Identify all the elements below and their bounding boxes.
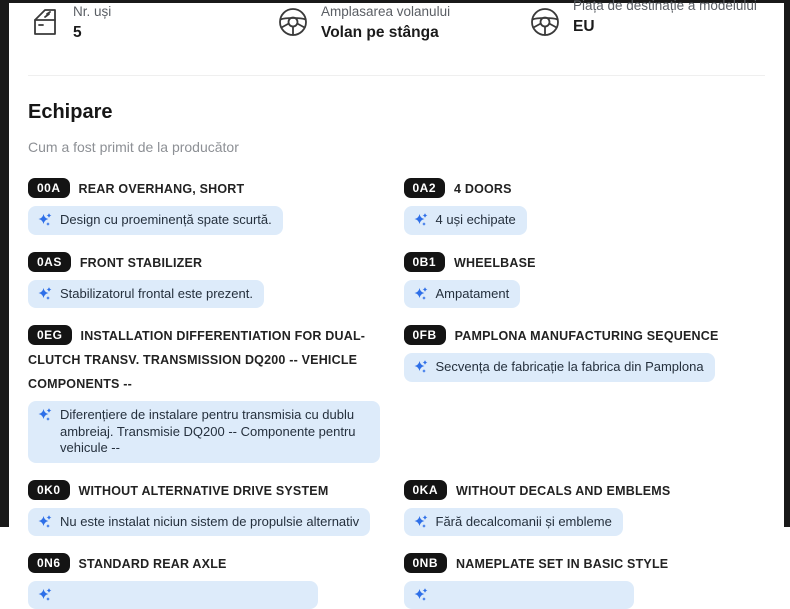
equipment-description: Diferențiere de instalare pentru transmisia cu dublu ambreiaj. Transmisie DQ200 -- Componente pentru vehicule -- — [60, 407, 356, 455]
equipment-item — [404, 251, 766, 309]
sparkles-icon — [413, 212, 429, 228]
sparkles-icon — [413, 286, 429, 302]
equipment-title: PAMPLONA MANUFACTURING SEQUENCE — [454, 329, 719, 343]
ai-translation-chip — [28, 581, 318, 609]
stat-doors-value: 5 — [73, 24, 82, 41]
steering-wheel-icon — [528, 5, 562, 39]
left-frame-bar — [0, 0, 9, 527]
equipment-item — [28, 251, 390, 309]
equipment-item — [404, 324, 766, 382]
stat-steering-label: Amplasarea volanului — [321, 4, 451, 19]
ai-translation-chip — [28, 401, 380, 463]
stat-steering-position — [276, 3, 528, 42]
sparkles-icon — [37, 212, 53, 228]
ai-translation-chip — [28, 508, 370, 537]
equipment-title: WITHOUT ALTERNATIVE DRIVE SYSTEM — [78, 483, 329, 498]
section-subtitle: Cum a fost primit de la producător — [28, 139, 239, 155]
sparkles-icon — [37, 514, 53, 530]
equipment-title: INSTALLATION DIFFERENTIATION FOR DUAL-CLUTCH TRANSV. TRANSMISSION DQ200 -- VEHICLE COMPONENTS -- — [28, 329, 366, 391]
equipment-code-badge: 0KA — [404, 480, 448, 500]
equipment-code-badge: 0N6 — [28, 553, 70, 573]
equipment-code-badge: 0EG — [28, 325, 72, 345]
report-content — [9, 0, 784, 571]
vehicle-stats-row — [28, 0, 765, 59]
equipment-description: Ampatament — [435, 285, 510, 301]
equipment-title: STANDARD REAR AXLE — [78, 557, 227, 571]
equipment-item — [404, 479, 766, 537]
equipment-description: Nu este instalat niciun sistem de propulsie alternativ — [60, 513, 360, 529]
sparkles-icon — [413, 587, 429, 603]
sparkles-icon — [37, 286, 53, 302]
section-divider — [28, 75, 765, 76]
equipment-description: Design cu proeminență spate scurtă. — [60, 212, 272, 227]
equipment-item — [28, 552, 390, 609]
equipment-item — [28, 479, 390, 537]
section-title: Echipare — [28, 101, 113, 123]
ai-translation-chip — [28, 280, 264, 309]
equipment-item — [28, 177, 390, 235]
equipment-item — [28, 324, 390, 463]
stat-market-value: EU — [573, 18, 595, 35]
equipment-title: NAMEPLATE SET IN BASIC STYLE — [456, 557, 669, 571]
equipment-title: FRONT STABILIZER — [79, 255, 203, 270]
sparkles-icon — [413, 514, 429, 530]
equipment-code-badge: 0A2 — [404, 178, 446, 198]
sparkles-icon — [37, 407, 53, 423]
ai-translation-chip — [404, 508, 623, 537]
car-door-icon — [28, 5, 62, 39]
equipment-item — [404, 552, 766, 609]
equipment-code-badge: 0AS — [28, 252, 71, 272]
equipment-code-badge: 0K0 — [28, 480, 70, 500]
equipment-title: 4 DOORS — [454, 182, 512, 196]
equipment-title: WITHOUT DECALS AND EMBLEMS — [456, 483, 671, 498]
equipment-code-badge: 0B1 — [404, 252, 446, 272]
stat-steering-value: Volan pe stânga — [321, 24, 439, 41]
equipment-title: WHEELBASE — [454, 255, 536, 270]
equipment-code-badge: 0FB — [404, 325, 446, 345]
equipment-description: Stabilizatorul frontal este prezent. — [60, 285, 253, 301]
equipment-description: 4 uși echipate — [435, 212, 516, 227]
equipment-code-badge: 0NB — [404, 553, 448, 573]
equipment-code-badge: 00A — [28, 178, 70, 198]
stat-doors — [28, 3, 276, 42]
equipment-grid — [28, 177, 765, 609]
ai-translation-chip — [404, 206, 527, 235]
ai-translation-chip — [404, 280, 521, 309]
equipment-title: REAR OVERHANG, SHORT — [78, 182, 245, 196]
right-frame-bar — [784, 0, 790, 527]
sparkles-icon — [37, 587, 53, 603]
stat-destination-market — [528, 0, 765, 39]
equipment-description: Secvența de fabricație la fabrica din Pamplona — [435, 359, 704, 374]
sparkles-icon — [413, 359, 429, 375]
stat-doors-label: Nr. uși — [73, 4, 112, 19]
ai-translation-chip — [404, 353, 715, 382]
ai-translation-chip — [404, 581, 634, 609]
stat-market-label: Piața de destinație a modelului — [573, 0, 757, 13]
steering-wheel-icon — [276, 5, 310, 39]
equipment-description: Fără decalcomanii și embleme — [435, 513, 612, 529]
equipment-item — [404, 177, 766, 235]
ai-translation-chip — [28, 206, 283, 235]
